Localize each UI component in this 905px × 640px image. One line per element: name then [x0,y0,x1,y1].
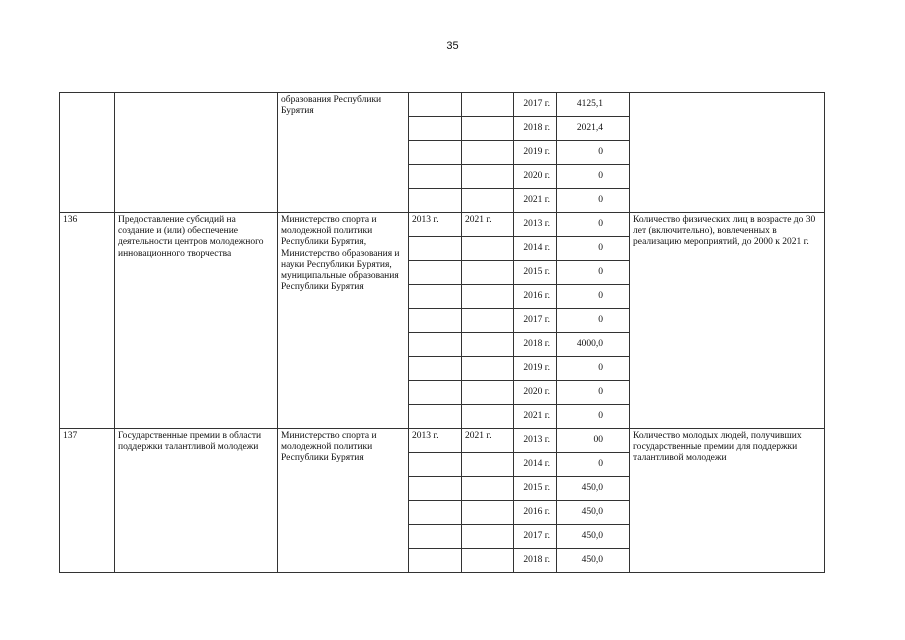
table-row [60,93,825,117]
end-date-empty [462,405,514,429]
finance-value: 0 [557,261,630,285]
item-number: 136 [60,213,115,429]
end-date-empty [462,333,514,357]
start-date-empty [409,261,462,285]
finance-value: 0 [557,141,630,165]
finance-year: 2014 г. [514,237,557,261]
start-date-empty [409,453,462,477]
page-number: 35 [446,40,459,52]
target-indicator: Количество молодых людей, получивших государственные премии для поддержки талантливой молодежи [630,429,825,573]
finance-year: 2017 г. [514,93,557,117]
end-date-empty [462,237,514,261]
end-date-empty [462,525,514,549]
start-date-empty [409,285,462,309]
finance-value: 0 [557,357,630,381]
finance-value: 0 [557,213,630,237]
finance-value: 450,0 [557,477,630,501]
start-date-empty [409,189,462,213]
end-date-empty [462,285,514,309]
finance-year: 2016 г. [514,501,557,525]
finance-value: 00 [557,429,630,453]
end-date-empty [462,117,514,141]
end-date-empty [462,381,514,405]
measure-name [115,93,278,213]
executor: Министерство спорта и молодежной политики Республики Бурятия, Министерство образования и науки Республики Бурятия, муниципальные образования Республики Бурятия [278,213,409,429]
target-indicator [630,93,825,213]
finance-value: 0 [557,405,630,429]
finance-year: 2017 г. [514,525,557,549]
end-date: 2021 г. [462,213,514,237]
finance-value: 0 [557,165,630,189]
end-date-empty [462,453,514,477]
start-date-empty [409,237,462,261]
start-date-empty [409,309,462,333]
end-date-empty [462,165,514,189]
finance-year: 2018 г. [514,333,557,357]
start-date-empty [409,357,462,381]
start-date [409,93,462,117]
finance-year: 2017 г. [514,309,557,333]
start-date-empty [409,381,462,405]
finance-year: 2019 г. [514,357,557,381]
finance-value: 0 [557,309,630,333]
start-date-empty [409,525,462,549]
end-date-empty [462,501,514,525]
finance-value: 0 [557,237,630,261]
end-date-empty [462,141,514,165]
finance-year: 2013 г. [514,213,557,237]
start-date-empty [409,405,462,429]
start-date-empty [409,501,462,525]
measure-name: Предоставление субсидий на создание и (или) обеспечение деятельности центров молодежного инновационного творчества [115,213,278,429]
start-date-empty [409,549,462,573]
executor: Министерство спорта и молодежной политики Республики Бурятия [278,429,409,573]
target-indicator: Количество физических лиц в возрасте до 30 лет (включительно), вовлеченных в реализацию мероприятий, до 2000 к 2021 г. [630,213,825,429]
finance-value: 450,0 [557,501,630,525]
table-row [60,429,825,453]
finance-value: 0 [557,381,630,405]
start-date-empty [409,141,462,165]
start-date: 2013 г. [409,213,462,237]
finance-year: 2020 г. [514,381,557,405]
start-date-empty [409,333,462,357]
finance-value: 0 [557,189,630,213]
start-date-empty [409,165,462,189]
finance-year: 2015 г. [514,261,557,285]
program-table [59,92,825,573]
finance-value: 2021,4 [557,117,630,141]
measure-name: Государственные премии в области поддержки талантливой молодежи [115,429,278,573]
finance-year: 2021 г. [514,189,557,213]
executor: образования Республики Бурятия [278,93,409,213]
end-date-empty [462,189,514,213]
finance-year: 2019 г. [514,141,557,165]
end-date-empty [462,549,514,573]
finance-value: 0 [557,285,630,309]
finance-year: 2014 г. [514,453,557,477]
table-row [60,213,825,237]
finance-year: 2015 г. [514,477,557,501]
finance-value: 4125,1 [557,93,630,117]
item-number [60,93,115,213]
end-date-empty [462,357,514,381]
end-date-empty [462,477,514,501]
end-date: 2021 г. [462,429,514,453]
finance-year: 2013 г. [514,429,557,453]
finance-value: 4000,0 [557,333,630,357]
finance-year: 2018 г. [514,117,557,141]
end-date-empty [462,261,514,285]
finance-year: 2021 г. [514,405,557,429]
finance-year: 2018 г. [514,549,557,573]
start-date-empty [409,477,462,501]
end-date-empty [462,309,514,333]
finance-year: 2016 г. [514,285,557,309]
item-number: 137 [60,429,115,573]
start-date-empty [409,117,462,141]
finance-value: 450,0 [557,549,630,573]
end-date [462,93,514,117]
finance-value: 450,0 [557,525,630,549]
finance-year: 2020 г. [514,165,557,189]
start-date: 2013 г. [409,429,462,453]
finance-value: 0 [557,453,630,477]
